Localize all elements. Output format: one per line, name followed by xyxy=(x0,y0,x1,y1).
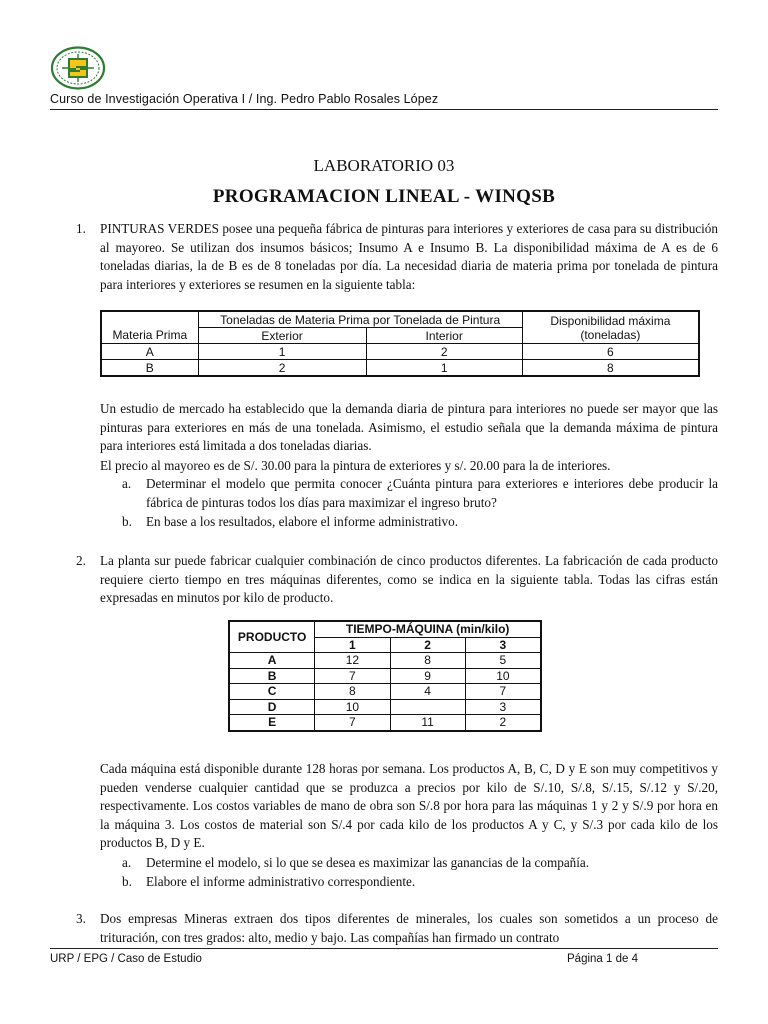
university-logo xyxy=(50,46,106,90)
question-text: Determinar el modelo que permita conocer ¿Cuánta pintura para exteriores e interiores debe producir la fábrica de pinturas todos los días para maximizar el ingreso bruto? xyxy=(146,476,718,510)
col-producto: PRODUCTO xyxy=(229,621,315,653)
cell-m1: 12 xyxy=(315,653,390,669)
cell-m2: 9 xyxy=(390,668,465,684)
problem-2-text: La planta sur puede fabricar cualquier combinación de cinco productos diferentes. La fabricación de cada producto requiere cierto tiempo en tres máquinas diferentes, como se indica en la siguiente tabla. Todas las cifras están expresadas en minutos por kilo de producto. xyxy=(100,553,718,605)
cell-m2 xyxy=(390,699,465,715)
col-interior: Interior xyxy=(366,328,522,344)
question-letter: a. xyxy=(122,855,132,870)
problem-3-number: 3. xyxy=(76,911,86,926)
problem-1-price: El precio al mayoreo es de S/. 30.00 para la pintura de exteriores y s/. 20.00 para la de interiores. xyxy=(100,458,611,473)
cell-disp: 8 xyxy=(522,360,699,377)
cell-product: D xyxy=(229,699,315,715)
cell-m1: 10 xyxy=(315,699,390,715)
col-group-toneladas: Toneladas de Materia Prima por Tonelada de Pintura xyxy=(198,311,522,328)
question-letter: a. xyxy=(122,476,132,491)
problem-2-question-a xyxy=(124,854,718,873)
cell-m3: 10 xyxy=(465,668,541,684)
cell-product: A xyxy=(229,653,315,669)
cell-m3: 5 xyxy=(465,653,541,669)
cell-product: E xyxy=(229,715,315,731)
col-machine-3: 3 xyxy=(465,637,541,653)
cell-m1: 7 xyxy=(315,715,390,731)
col-materia-prima: Materia Prima xyxy=(101,311,198,344)
question-letter: b. xyxy=(122,514,132,529)
table-row xyxy=(229,699,541,715)
cell-m3: 7 xyxy=(465,684,541,700)
raw-material-table xyxy=(100,310,700,377)
problem-2 xyxy=(76,552,718,608)
footer-course: URP / EPG / Caso de Estudio xyxy=(50,953,202,965)
problem-3 xyxy=(76,910,718,947)
cell-m2: 11 xyxy=(390,715,465,731)
table-row xyxy=(229,653,541,669)
col-machine-1: 1 xyxy=(315,637,390,653)
problem-1-question-a xyxy=(124,475,718,512)
cell-interior: 1 xyxy=(366,360,522,377)
table-row xyxy=(229,668,541,684)
lab-subtitle: PROGRAMACION LINEAL - WINQSB xyxy=(212,186,556,207)
problem-1-question-b xyxy=(124,513,718,532)
cell-materia: A xyxy=(101,344,198,360)
problem-3-text: Dos empresas Mineras extraen dos tipos diferentes de minerales, los cuales son sometidos a un proceso de trituración, con tres grados: alto, medio y bajo. Las compañías han firmado un contrato xyxy=(100,911,718,945)
cell-interior: 2 xyxy=(366,344,522,360)
footer-page-number: Página 1 de 4 xyxy=(567,953,638,965)
cell-materia: B xyxy=(101,360,198,377)
cell-m1: 8 xyxy=(315,684,390,700)
table-row xyxy=(229,684,541,700)
table-row xyxy=(229,715,541,731)
problem-2-question-b xyxy=(124,873,718,892)
col-exterior: Exterior xyxy=(198,328,366,344)
col-machine-2: 2 xyxy=(390,637,465,653)
cell-exterior: 1 xyxy=(198,344,366,360)
problem-1-number: 1. xyxy=(76,221,86,236)
problem-2-details: Cada máquina está disponible durante 128 horas por semana. Los productos A, B, C, D y E son muy competitivos y pueden venderse cualquier cantidad que se produzca a precios por kilo de S/.10, S/.8, S/.15, S/.12 y S/.20, respectivamente. Los costos variables de mano de obra son S/.8 por hora para las máquinas 1 y 2 y S/.9 por hora en la máquina 3. Los costos de material son S/.4 por cada kilo de los productos A y C, y S/.3 por cada kilo de los productos B, D y E. xyxy=(100,761,718,850)
problem-1-market-study: Un estudio de mercado ha establecido que la demanda diaria de pintura para interiores no puede ser mayor que las pinturas para exteriores en más de una tonelada. Asimismo, el estudio señala que la demanda máxima de pintura para interiores está limitada a dos toneladas diarias. xyxy=(100,401,718,453)
problem-2-number: 2. xyxy=(76,553,86,568)
cell-product: B xyxy=(229,668,315,684)
problem-1 xyxy=(76,220,718,294)
lab-title: LABORATORIO 03 xyxy=(313,156,455,175)
col-group-tiempo: TIEMPO-MÁQUINA (min/kilo) xyxy=(315,621,541,637)
question-text: En base a los resultados, elabore el informe administrativo. xyxy=(146,514,459,529)
question-letter: b. xyxy=(122,874,132,889)
cell-m3: 2 xyxy=(465,715,541,731)
page-header: Curso de Investigación Operativa I / Ing. Pedro Pablo Rosales López xyxy=(50,92,718,110)
question-text: Determine el modelo, si lo que se desea es maximizar las ganancias de la compañía. xyxy=(146,855,590,870)
page-footer xyxy=(50,948,718,965)
col-disponibilidad: Disponibilidad máxima (toneladas) xyxy=(522,311,699,344)
cell-exterior: 2 xyxy=(198,360,366,377)
cell-m2: 8 xyxy=(390,653,465,669)
cell-product: C xyxy=(229,684,315,700)
cell-disp: 6 xyxy=(522,344,699,360)
table-row xyxy=(101,344,699,360)
problem-1-text: PINTURAS VERDES posee una pequeña fábrica de pinturas para interiores y exteriores de casa para su distribución al mayoreo. Se utilizan dos insumos básicos; Insumo A e Insumo B. La disponibilidad máxima de A es de 6 toneladas diarias, la de B es de 8 toneladas por día. La necesidad diaria de materia prima por tonelada de pintura para interiores y exteriores se resumen en la siguiente tabla: xyxy=(100,221,718,292)
table-row xyxy=(101,360,699,377)
question-text: Elabore el informe administrativo correspondiente. xyxy=(146,874,416,889)
cell-m1: 7 xyxy=(315,668,390,684)
cell-m3: 3 xyxy=(465,699,541,715)
cell-m2: 4 xyxy=(390,684,465,700)
machine-time-table xyxy=(228,620,542,732)
